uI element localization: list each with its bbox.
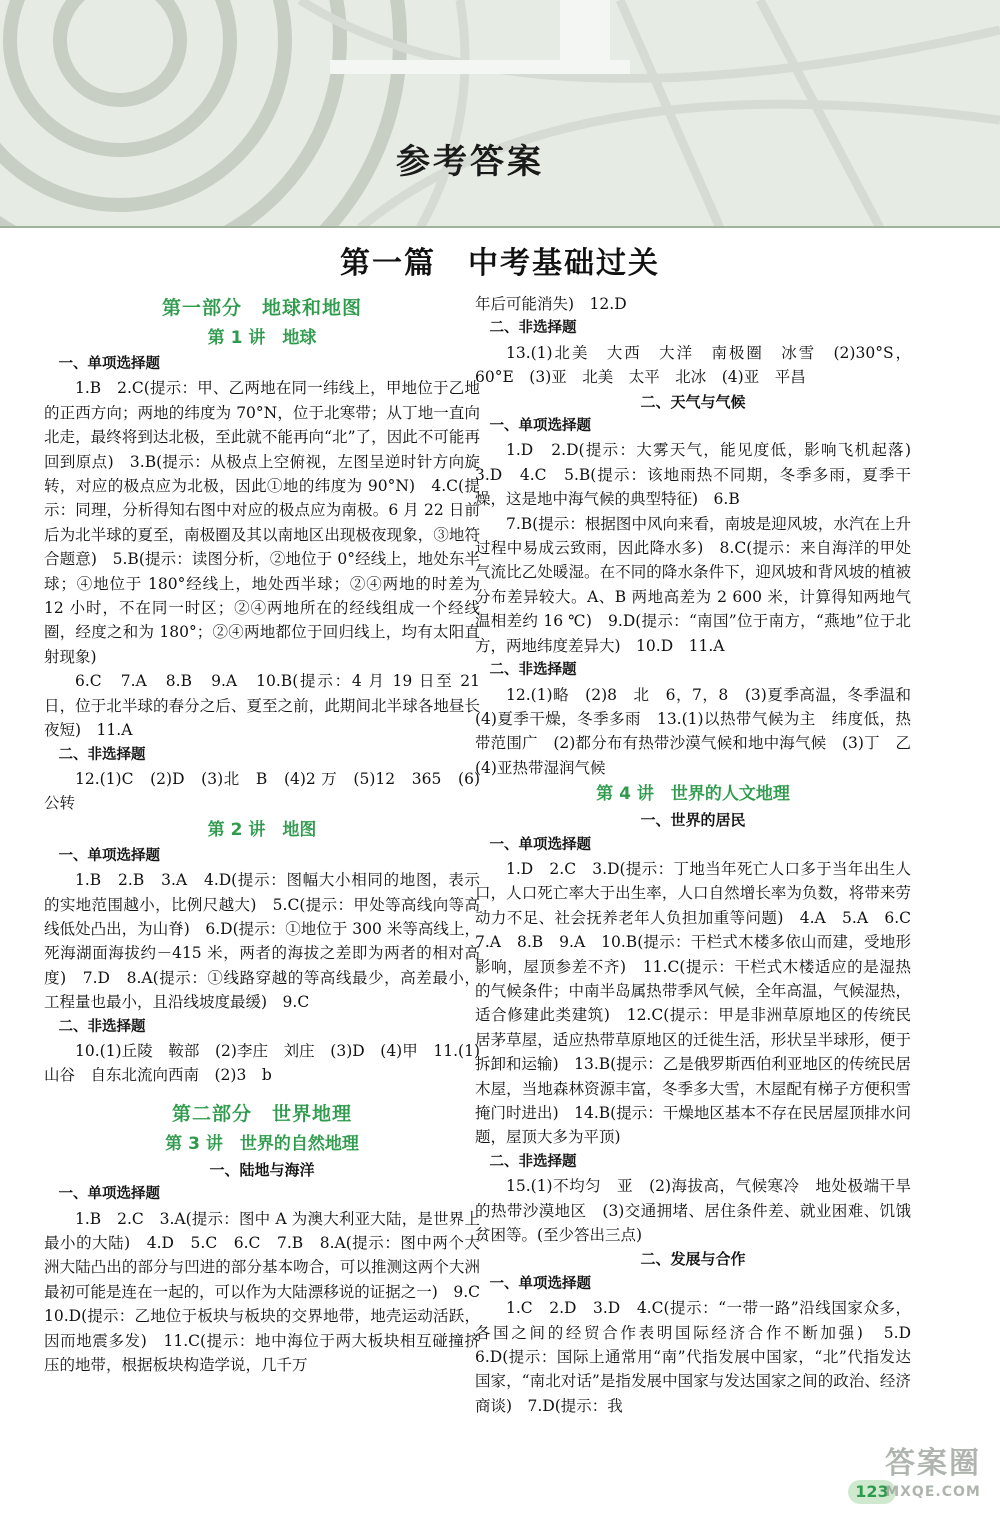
watermark-url: MXQE.COM: [885, 1484, 981, 1500]
page-title: 第一篇 中考基础过关: [340, 246, 660, 281]
question-type-heading: 一、单项选择题: [489, 836, 591, 853]
banner-title: 参考答案: [396, 142, 544, 182]
question-type-heading: 一、单项选择题: [489, 1275, 591, 1292]
answer-paragraph: 1.B 2.B 3.A 4.D(提示：图幅大小相同的地图，表示的实地范围越小，比例尺越大) 5.C(提示：甲处等高线向等高线低处凸出，为山脊) 6.D(提示：①地位于 300 米等高线上，死海湖面海拔约－415 米，两者的海拔之差即为两者的相对高度) 7.D 8.A(提示：①线路穿越的等高线最少，高差最小，工程量也最小，且沿线坡度最缓) 9.C: [44, 871, 480, 1012]
decorative-pattern: [0, 0, 1000, 228]
answer-paragraph: 13.(1)北美 大西 大洋 南极圈 冰雪 (2)30°S，60°E (3)亚 北美 太平 北冰 (4)亚 平昌: [475, 343, 911, 387]
question-type-heading: 二、非选择题: [58, 746, 146, 763]
part-heading: 第二部分 世界地理: [171, 1102, 352, 1125]
question-type-heading: 一、单项选择题: [58, 847, 160, 864]
answer-paragraph: 1.D 2.D(提示：大雾天气，能见度低，影响飞机起落) 3.D 4.C 5.B(提示：该地雨热不同期，冬季多雨，夏季干燥，这是地中海气候的典型特征) 6.B: [475, 441, 927, 509]
part-heading: 第一部分 地球和地图: [161, 297, 362, 319]
header-banner: [0, 0, 1000, 228]
answer-paragraph: 1.B 2.C 3.A(提示：图中 A 为澳大利亚大陆，是世界上最小的大陆) 4.D 5.C 6.C 7.B 8.A(提示：图中两个大洲大陆凸出的部分与凹进的部分基本吻合，可以推测这两个大洲最初可能是连在一起的，可以作为大陆漂移说的证据之一) 9.C 10.D(提示：乙地位于板块与板块的交界地带，地壳运动活跃，因而地震多发) 11.C(提示：地中海位于两大板块相互碰撞挤压的地带，根据板块构造学说，几千万: [44, 1209, 496, 1375]
question-type-heading: 一、单项选择题: [489, 418, 591, 435]
question-type-heading: 二、非选择题: [489, 1153, 577, 1170]
question-type-heading: 一、单项选择题: [58, 356, 160, 372]
watermark-text: 答案圈: [885, 1446, 981, 1481]
answer-paragraph: 年后可能消失) 12.D: [475, 295, 627, 313]
answer-paragraph: 12.(1)C (2)D (3)北 B (4)2 万 (5)12 365 (6)公转: [44, 769, 480, 813]
answer-paragraph: 6.C 7.A 8.B 9.A 10.B(提示：4 月 19 日至 21 日，位于北半球的春分之后、夏至之前，此期间北半球各地昼长夜短) 11.A: [44, 672, 480, 740]
section-heading: 一、世界的居民: [640, 811, 746, 830]
section-heading: 二、天气与气候: [640, 392, 746, 411]
answer-paragraph: 1.D 2.C 3.D(提示：丁地当年死亡人口多于当年出生人口，人口死亡率大于出生率，人口自然增长率为负数，将带来劳动力不足、社会抚养老年人负担加重等问题) 4.A 5.A 6.C 7.A 8.B 9.A 10.B(提示：干栏式木楼多依山而建，受地形影响，屋顶参差不齐) 11.C(提示：干栏式木楼适应的是湿热的气候条件；中南半岛属热带季风气候，全年高温，气候湿热，适合修建此类建筑) 12.C(提示：甲是非洲草原地区的传统民居茅草屋，适应热带草原地区的迁徙生活，形状呈半球形，便于拆卸和运输) 13.B(提示：乙是俄罗斯西伯利亚地区的传统民居木屋，当地森林资源丰富，冬季多大雪，木屋配有梯子方便积雪掩门时进出) 14.B(提示：干燥地区基本不存在民居屋顶排水问题，屋顶大多为平顶): [475, 859, 927, 1147]
question-type-heading: 二、非选择题: [489, 320, 577, 337]
answer-paragraph: 15.(1)不均匀 亚 (2)海拔高，气候寒冷 地处极端干旱的热带沙漠地区 (3)交通拥堵、居住条件差、就业困难、饥饿贫困等。(至少答出三点): [475, 1177, 911, 1245]
right-column: [475, 292, 927, 1418]
section-heading: 二、发展与合作: [640, 1250, 746, 1269]
page-number: 123: [848, 1480, 896, 1504]
answer-paragraph: 1.B 2.C(提示：甲、乙两地在同一纬线上，甲地位于乙地的正西方向；两地的纬度为 70°N，位于北寒带；从丁地一直向北走，最终将到达北极，至此就不能再向“北”了，因此不可能再回到原点) 3.B(提示：从极点上空俯视，左图呈逆时针方向旋转，对应的极点应为北极，因此①地的纬度为 90°N) 4.C(提示：同理，分析得知右图中对应的极点应为南极。6 月 22 日前后为北半球的夏至，南极圈及其以南地区出现极夜现象，③地符合题意) 5.B(提示：读图分析，②地位于 0°经线上，地处东半球；④地位于 180°经线上，地处西半球；②④两地的时差为 12 小时，不在同一时区；②④两地所在的经线组成一个经线圈，经度之和为 180°；②④两地都位于回归线上，均有太阳直射现象): [44, 379, 480, 666]
lecture-heading: 第 4 讲 世界的人文地理: [596, 784, 790, 805]
answer-paragraph: 1.C 2.D 3.D 4.C(提示：“一带一路”沿线国家众多，各国之间的经贸合作表明国际经济合作不断加强) 5.D 6.D(提示：国际上通常用“南”代指发展中国家，“北”代指发达国家，“南北对话”是指发展中国家与发达国家之间的政治、经济商谈) 7.D(提示：我: [475, 1299, 927, 1415]
answer-paragraph: 12.(1)略 (2)8 北 6，7，8 (3)夏季高温，冬季温和 (4)夏季干燥，冬季多雨 13.(1)以热带气候为主 纬度低，热带范围广 (2)都分布有热带沙漠气候和地中海气候 (3)丁 乙 (4)亚热带湿润气候: [475, 685, 927, 777]
question-type-heading: 二、非选择题: [489, 662, 577, 679]
lecture-heading: 第 1 讲 地球: [207, 328, 317, 348]
question-type-heading: 二、非选择题: [58, 1018, 146, 1035]
spacer: [44, 1088, 480, 1098]
answer-paragraph: 7.B(提示：根据图中风向来看，南坡是迎风坡，水汽在上升过程中易成云致雨，因此降水多) 8.C(提示：来自海洋的甲处气流比乙处暖湿。在不同的降水条件下，迎风坡和背风坡的植被分布差异较大。A、B 两地高差为 2 600 米，计算得知两地气温相差约 16 ℃) 9.D(提示：“南国”位于南方，“燕地”位于北方，两地纬度差异大) 10.D 11.A: [475, 514, 911, 655]
question-type-heading: 一、单项选择题: [58, 1186, 160, 1203]
lecture-heading: 第 3 讲 世界的自然地理: [165, 1133, 359, 1154]
section-heading: 一、陆地与海洋: [209, 1160, 315, 1179]
left-column: [44, 292, 496, 1377]
watermark: [872, 1444, 994, 1514]
lecture-heading: 第 2 讲 地图: [207, 819, 317, 840]
answer-paragraph: 10.(1)丘陵 鞍部 (2)李庄 刘庄 (3)D (4)甲 11.(1)山谷 自东北流向西南 (2)3 b: [44, 1041, 480, 1085]
